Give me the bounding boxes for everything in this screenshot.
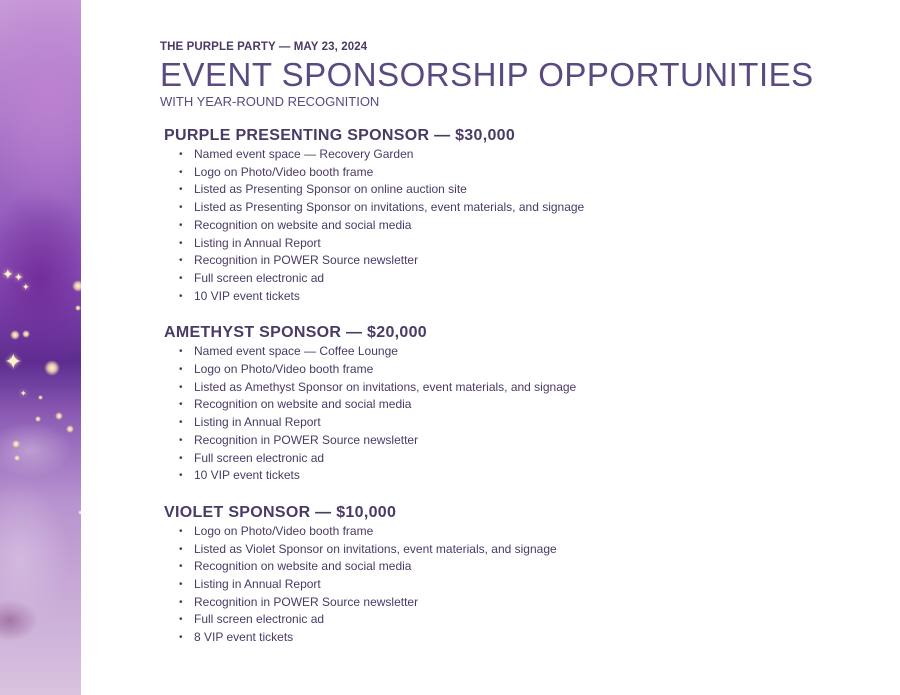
benefit-item: • Listing in Annual Report <box>179 235 860 253</box>
glow-dot <box>66 425 74 433</box>
tier-heading: PURPLE PRESENTING SPONSOR — $30,000 <box>164 127 516 144</box>
tier-purple-presenting <box>164 126 860 305</box>
benefit-item: • Listed as Presenting Sponsor on invitations, event materials, and signage <box>179 199 860 217</box>
bullet-icon: • <box>179 470 183 482</box>
bullet-icon: • <box>179 255 183 267</box>
benefit-item: • 10 VIP event tickets <box>179 467 860 485</box>
sparkle-icon: ✦ <box>14 271 24 284</box>
bullet-icon: • <box>179 561 183 573</box>
glow-dot <box>12 440 20 448</box>
bullet-icon: • <box>179 149 183 160</box>
bullet-icon: • <box>179 237 183 249</box>
benefit-item: • Full screen electronic ad <box>179 450 860 468</box>
glow-dot <box>35 416 41 422</box>
glow-dot <box>72 280 81 292</box>
bullet-icon: • <box>179 525 183 537</box>
sparkle-icon: ✦ <box>4 350 23 375</box>
bullet-icon: • <box>179 614 183 626</box>
benefit-item: • Listing in Annual Report <box>179 576 860 594</box>
benefit-item: • 8 VIP event tickets <box>179 629 860 647</box>
bullet-icon: • <box>179 381 183 393</box>
sparkle-icon: ✦ <box>22 283 30 293</box>
benefit-list <box>164 343 860 485</box>
decorative-purple-sparkle-image <box>0 0 81 695</box>
glow-dot <box>75 305 81 311</box>
benefit-item: • Listed as Violet Sponsor on invitations, event materials, and signage <box>179 541 860 559</box>
glow-dot <box>10 330 20 340</box>
benefit-item: • Logo on Photo/Video booth frame <box>179 523 860 541</box>
benefit-item: • Logo on Photo/Video booth frame <box>179 164 860 182</box>
bullet-icon: • <box>179 290 183 302</box>
benefit-item: • Listed as Amethyst Sponsor on invitations, event materials, and signage <box>179 379 860 397</box>
tier-heading: VIOLET SPONSOR — $10,000 <box>164 503 397 521</box>
benefit-item: • Listed as Presenting Sponsor on online auction site <box>179 181 860 199</box>
sponsorship-content <box>160 40 860 647</box>
event-date-eyebrow: THE PURPLE PARTY — MAY 23, 2024 <box>160 41 368 53</box>
bullet-icon: • <box>179 346 183 358</box>
bullet-icon: • <box>179 434 183 446</box>
benefit-item: • Recognition on website and social media <box>179 396 860 414</box>
bullet-icon: • <box>179 632 183 644</box>
glow-dot <box>55 412 63 420</box>
sparkle-icon: ✦ <box>20 389 27 398</box>
bullet-icon: • <box>179 417 183 429</box>
benefit-list <box>164 523 860 647</box>
benefit-item: • Recognition in POWER Source newsletter <box>179 252 860 270</box>
bullet-icon: • <box>179 452 183 464</box>
tier-violet <box>164 503 860 647</box>
bullet-icon: • <box>179 364 183 376</box>
glow-dot <box>78 510 81 515</box>
bullet-icon: • <box>179 399 183 411</box>
benefit-item: • 10 VIP event tickets <box>179 288 860 306</box>
benefit-item: • Recognition on website and social media <box>179 217 860 235</box>
benefit-item: • Full screen electronic ad <box>179 270 860 288</box>
benefit-item: • Recognition on website and social media <box>179 558 860 576</box>
glow-dot <box>38 395 43 400</box>
bullet-icon: • <box>179 543 183 555</box>
benefit-item: • Logo on Photo/Video booth frame <box>179 361 860 379</box>
benefit-item: • Recognition in POWER Source newsletter <box>179 432 860 450</box>
bullet-icon: • <box>179 596 183 608</box>
benefit-item: • Recognition in POWER Source newsletter <box>179 594 860 612</box>
tier-heading: AMETHYST SPONSOR — $20,000 <box>164 324 427 342</box>
bullet-icon: • <box>179 272 183 284</box>
glow-dot <box>44 360 60 376</box>
benefit-item: • Named event space — Recovery Garden <box>179 146 860 164</box>
page-subtitle: WITH YEAR-ROUND RECOGNITION <box>160 94 380 109</box>
bullet-icon: • <box>179 166 183 178</box>
glow-dot <box>14 455 20 461</box>
bullet-icon: • <box>179 219 183 231</box>
benefit-item: • Listing in Annual Report <box>179 414 860 432</box>
bullet-icon: • <box>179 184 183 196</box>
page-title: EVENT SPONSORSHIP OPPORTUNITIES <box>160 56 814 93</box>
tier-amethyst <box>164 323 860 485</box>
glow-dot <box>22 330 30 338</box>
benefit-item: • Named event space — Coffee Lounge <box>179 343 860 361</box>
benefit-item: • Full screen electronic ad <box>179 611 860 629</box>
bullet-icon: • <box>179 579 183 591</box>
bullet-icon: • <box>179 202 183 214</box>
benefit-list <box>164 146 860 305</box>
sparkle-icon: ✦ <box>2 267 14 283</box>
